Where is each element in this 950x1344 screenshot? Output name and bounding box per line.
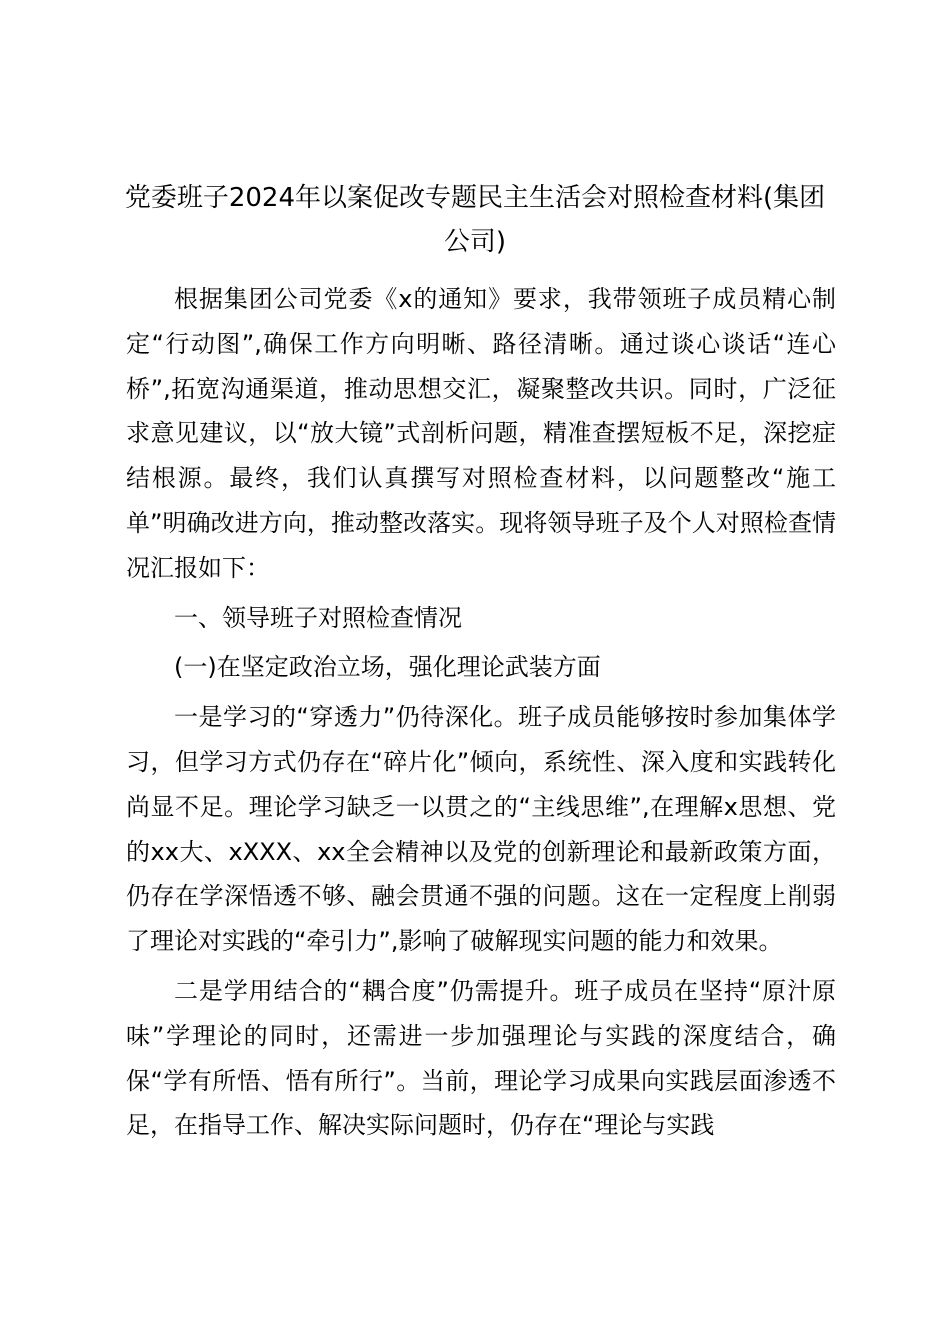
document-title: 党委班子2024年以案促改专题民主生活会对照检查材料(集团公司) [124,183,826,257]
document-body [126,277,836,1148]
body-paragraph: 一是学习的“穿透力”仍待深化。班子成员能够按时参加集体学习，但学习方式仍存在“碎片化”倾向，系统性、深入度和实践转化尚显不足。理论学习缺乏一以贯之的“主线思维”,在理解x思想、党的xx大、xXXX、xx全会精神以及党的创新理论和最新政策方面，仍存在学深悟透不够、融会贯通不强的问题。这在一定程度上削弱了理论对实践的“牵引力”,影响了破解现实问题的能力和效果。 [126,703,836,956]
body-paragraph: 二是学用结合的“耦合度”仍需提升。班子成员在坚持“原汁原味”学理论的同时，还需进一步加强理论与实践的深度结合，确保“学有所悟、悟有所行”。当前，理论学习成果向实践层面渗透不足，在指导工作、解决实际问题时，仍存在“理论与实践 [126,976,836,1140]
subsection-heading: (一)在坚定政治立场，强化理论武装方面 [174,653,601,682]
section-heading: 一、领导班子对照检查情况 [174,603,462,632]
intro-paragraph: 根据集团公司党委《x的通知》要求，我带领班子成员精心制定“行动图”,确保工作方向明晰、路径清晰。通过谈心谈话“连心桥”,拓宽沟通渠道，推动思想交汇，凝聚整改共识。同时，广泛征求意见建议，以“放大镜”式剖析问题，精准查摆短板不足，深挖症结根源。最终，我们认真撰写对照检查材料，以问题整改“施工单”明确改进方向，推动整改落实。现将领导班子及个人对照检查情况汇报如下： [126,285,836,582]
